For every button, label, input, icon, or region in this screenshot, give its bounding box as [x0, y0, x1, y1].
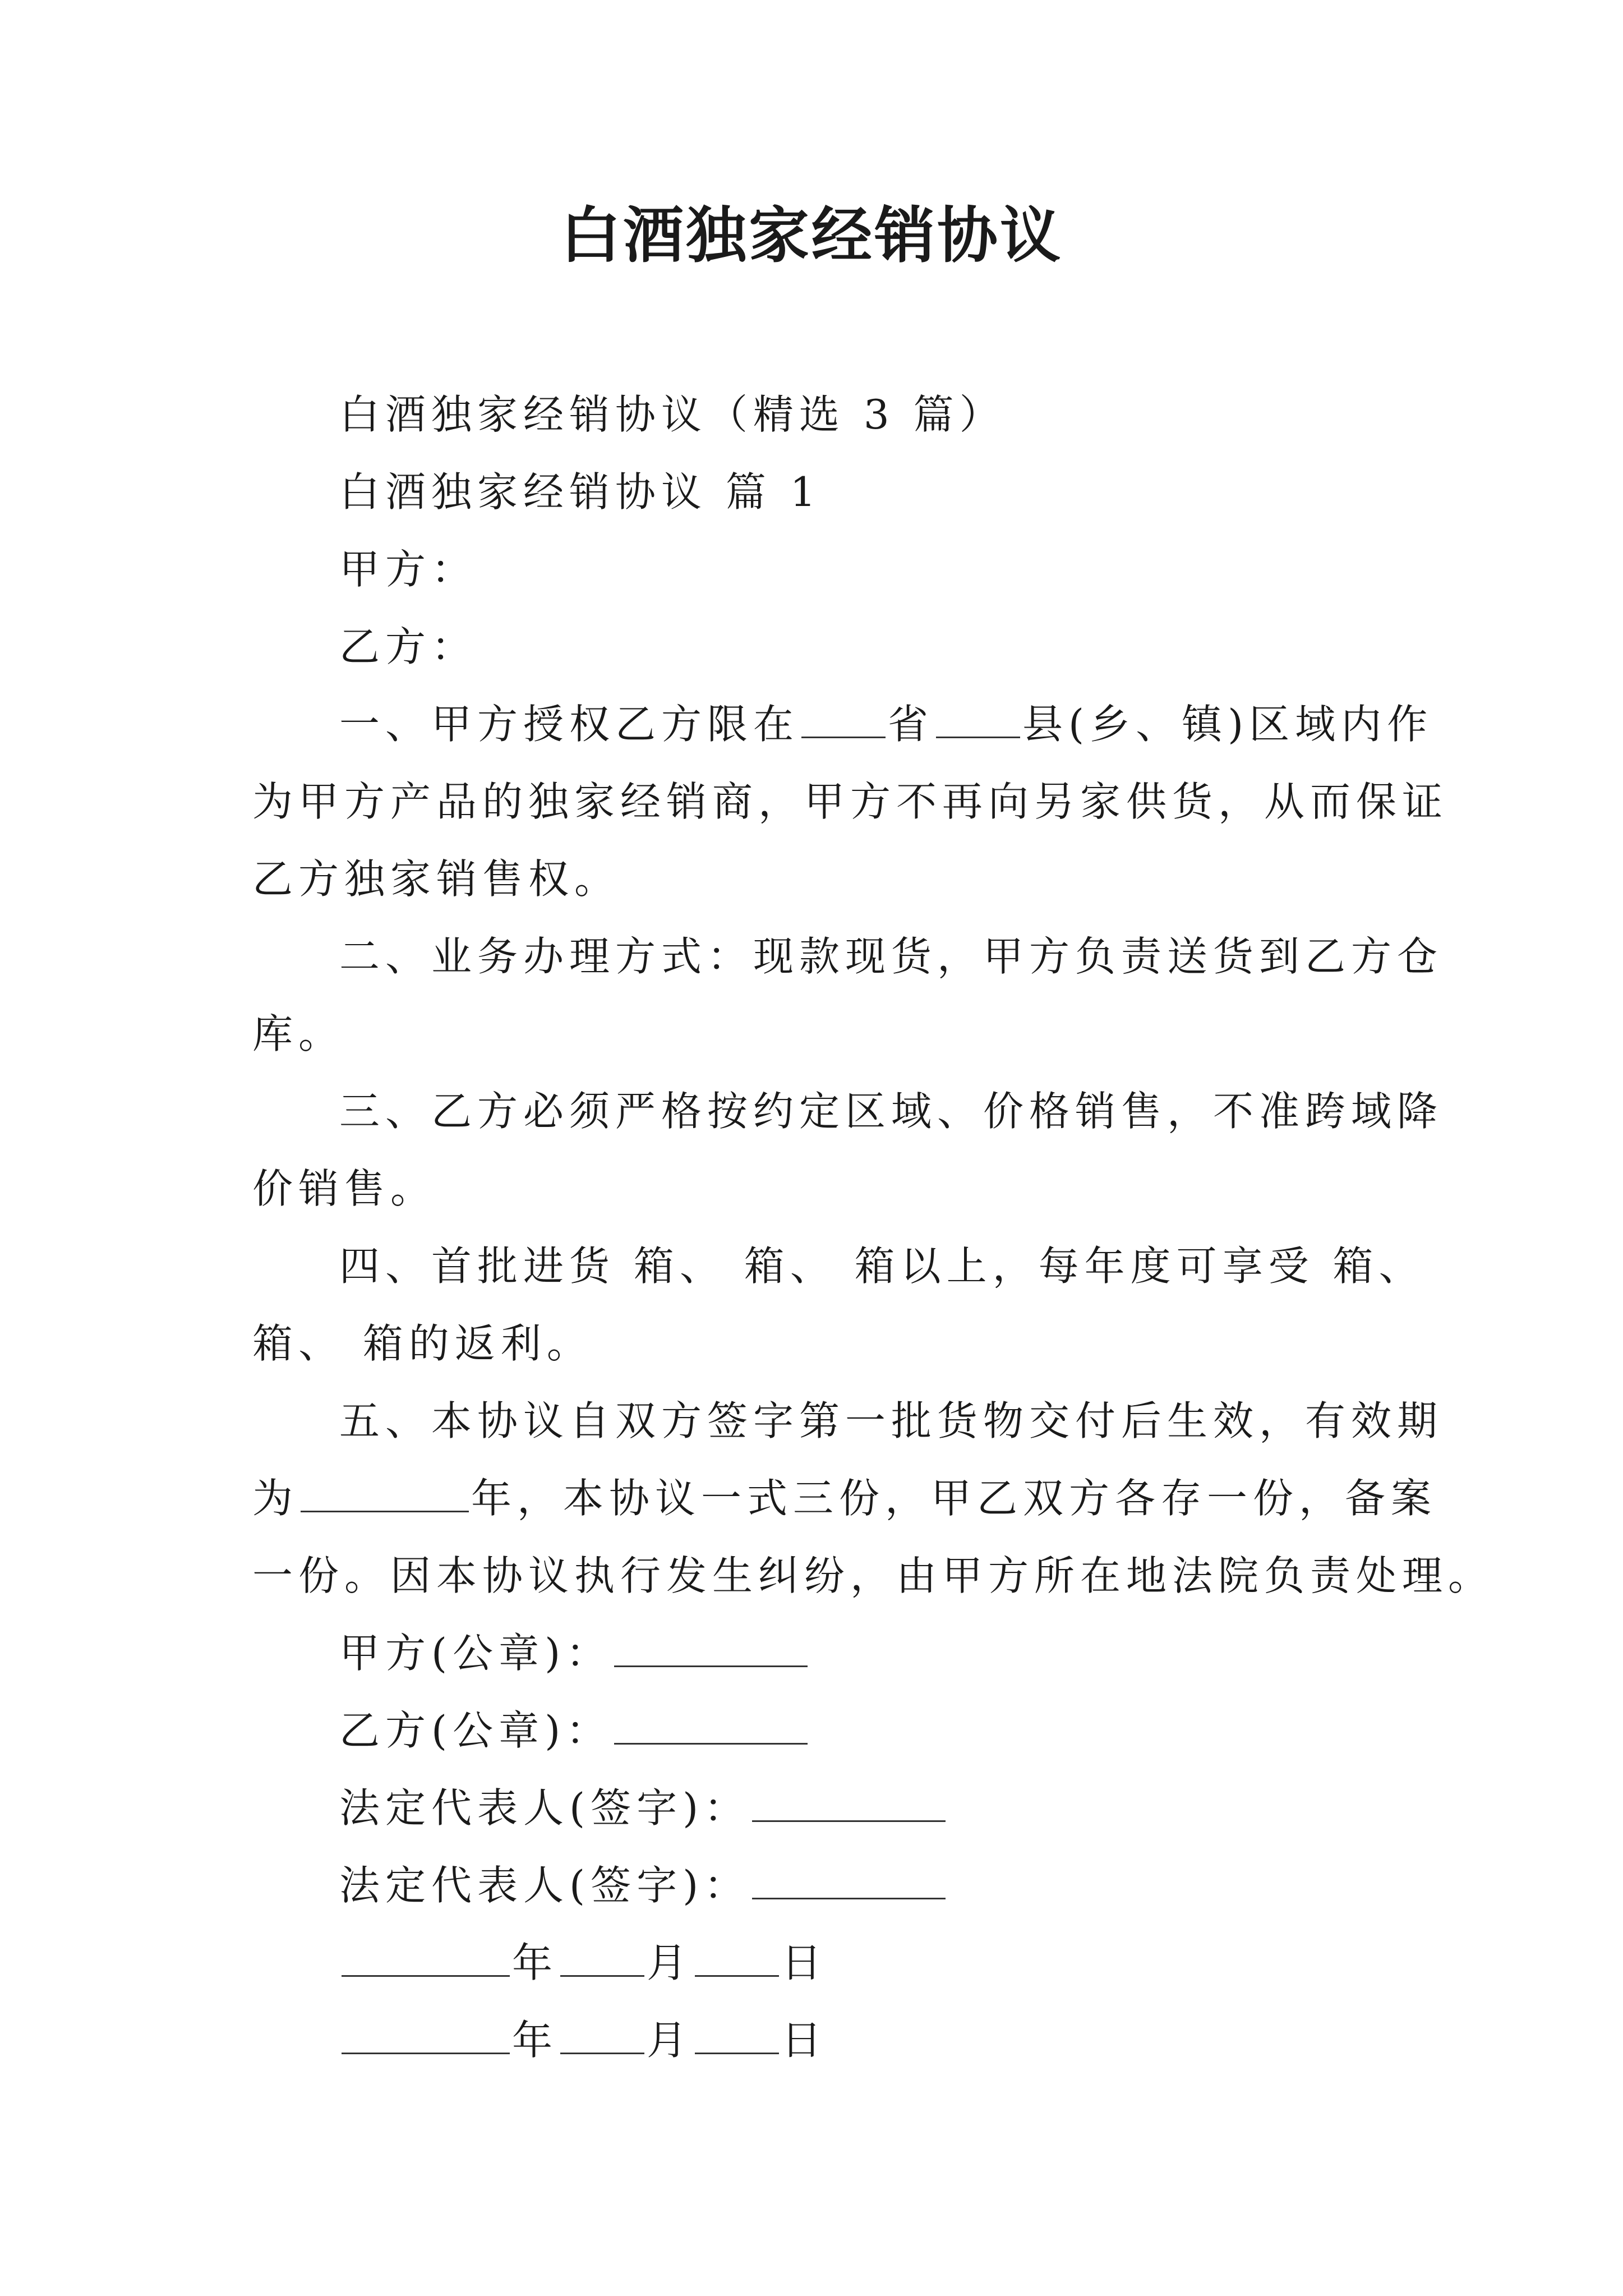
date-1-day-label: 日: [781, 1939, 828, 1986]
party-a-seal-line: [252, 1614, 1385, 1692]
date-1-month-blank: [560, 1938, 644, 1977]
legal-rep-2-blank: [752, 1861, 946, 1899]
subtitle: 白酒独家经销协议（精选 3 篇）: [339, 391, 1006, 438]
clause-5-text-b: 年，本协议一式三份，甲乙双方各存一份，备案: [471, 1475, 1437, 1522]
party-a-label: 甲方：: [339, 546, 478, 593]
date-2-day-label: 日: [781, 2017, 828, 2064]
clause-1-line-1: [252, 685, 1433, 763]
date-2-year-label: 年: [512, 2017, 559, 2064]
date-line-2: [252, 2001, 1385, 2079]
clause-5-text-a: 为: [252, 1475, 299, 1522]
legal-rep-1-label: 法定代表人(签字)：: [339, 1784, 750, 1832]
party-b-seal-line: [252, 1692, 1385, 1769]
section-heading: 白酒独家经销协议 篇 1: [339, 468, 822, 516]
party-b-label: 乙方：: [339, 623, 478, 670]
document-title: 白酒独家经销协议: [560, 200, 1063, 271]
clause-1-line-2: 为甲方产品的独家经销商，甲方不再向另家供货，从而保证: [252, 778, 1449, 825]
clause-1-text-a: 一、甲方授权乙方限在: [339, 701, 800, 748]
clause-5-line-2: [252, 1460, 1437, 1537]
clause-3-line-1: 三、乙方必须严格按约定区域、价格销售，不准跨域降: [339, 1088, 1444, 1135]
clause-1-line-3: 乙方独家销售权。: [252, 855, 621, 903]
clause-3-line-2: 价销售。: [252, 1165, 437, 1212]
legal-rep-2-line: [252, 1847, 1385, 1924]
legal-rep-1-line: [252, 1769, 1385, 1847]
province-blank: [801, 700, 886, 738]
clause-1-text-b: 省: [888, 701, 934, 748]
party-a-seal-blank: [614, 1628, 808, 1667]
clause-4-line-2: 箱、 箱的返利。: [252, 1320, 593, 1367]
date-line-1: [252, 1924, 1385, 2001]
clause-5-line-1: 五、本协议自双方签字第一批货物交付后生效，有效期: [339, 1397, 1444, 1444]
date-1-year-blank: [342, 1938, 510, 1977]
date-2-month-label: 月: [647, 2017, 693, 2064]
date-1-day-blank: [695, 1938, 779, 1977]
clause-4-line-1: 四、首批进货 箱、 箱、 箱以上，每年度可享受 箱、: [339, 1243, 1425, 1290]
party-b-seal-label: 乙方(公章)：: [339, 1707, 612, 1754]
date-2-day-blank: [695, 2016, 779, 2054]
county-blank: [936, 700, 1020, 738]
party-b-seal-blank: [614, 1706, 808, 1745]
party-a-seal-label: 甲方(公章)：: [339, 1630, 612, 1677]
date-2-month-blank: [560, 2016, 644, 2054]
date-2-year-blank: [342, 2016, 510, 2054]
legal-rep-1-blank: [752, 1783, 946, 1822]
validity-years-blank: [301, 1474, 469, 1512]
clause-1-text-c: 县(乡、镇)区域内作: [1022, 701, 1433, 748]
date-1-year-label: 年: [512, 1939, 559, 1986]
clause-2-line-2: 库。: [252, 1010, 345, 1057]
clause-2-line-1: 二、业务办理方式：现款现货，甲方负责送货到乙方仓: [339, 933, 1444, 980]
clause-5-line-3: 一份。因本协议执行发生纠纷，由甲方所在地法院负责处理。: [252, 1552, 1495, 1599]
date-1-month-label: 月: [647, 1939, 693, 1986]
legal-rep-2-label: 法定代表人(签字)：: [339, 1862, 750, 1909]
document-body: [252, 376, 1495, 2079]
